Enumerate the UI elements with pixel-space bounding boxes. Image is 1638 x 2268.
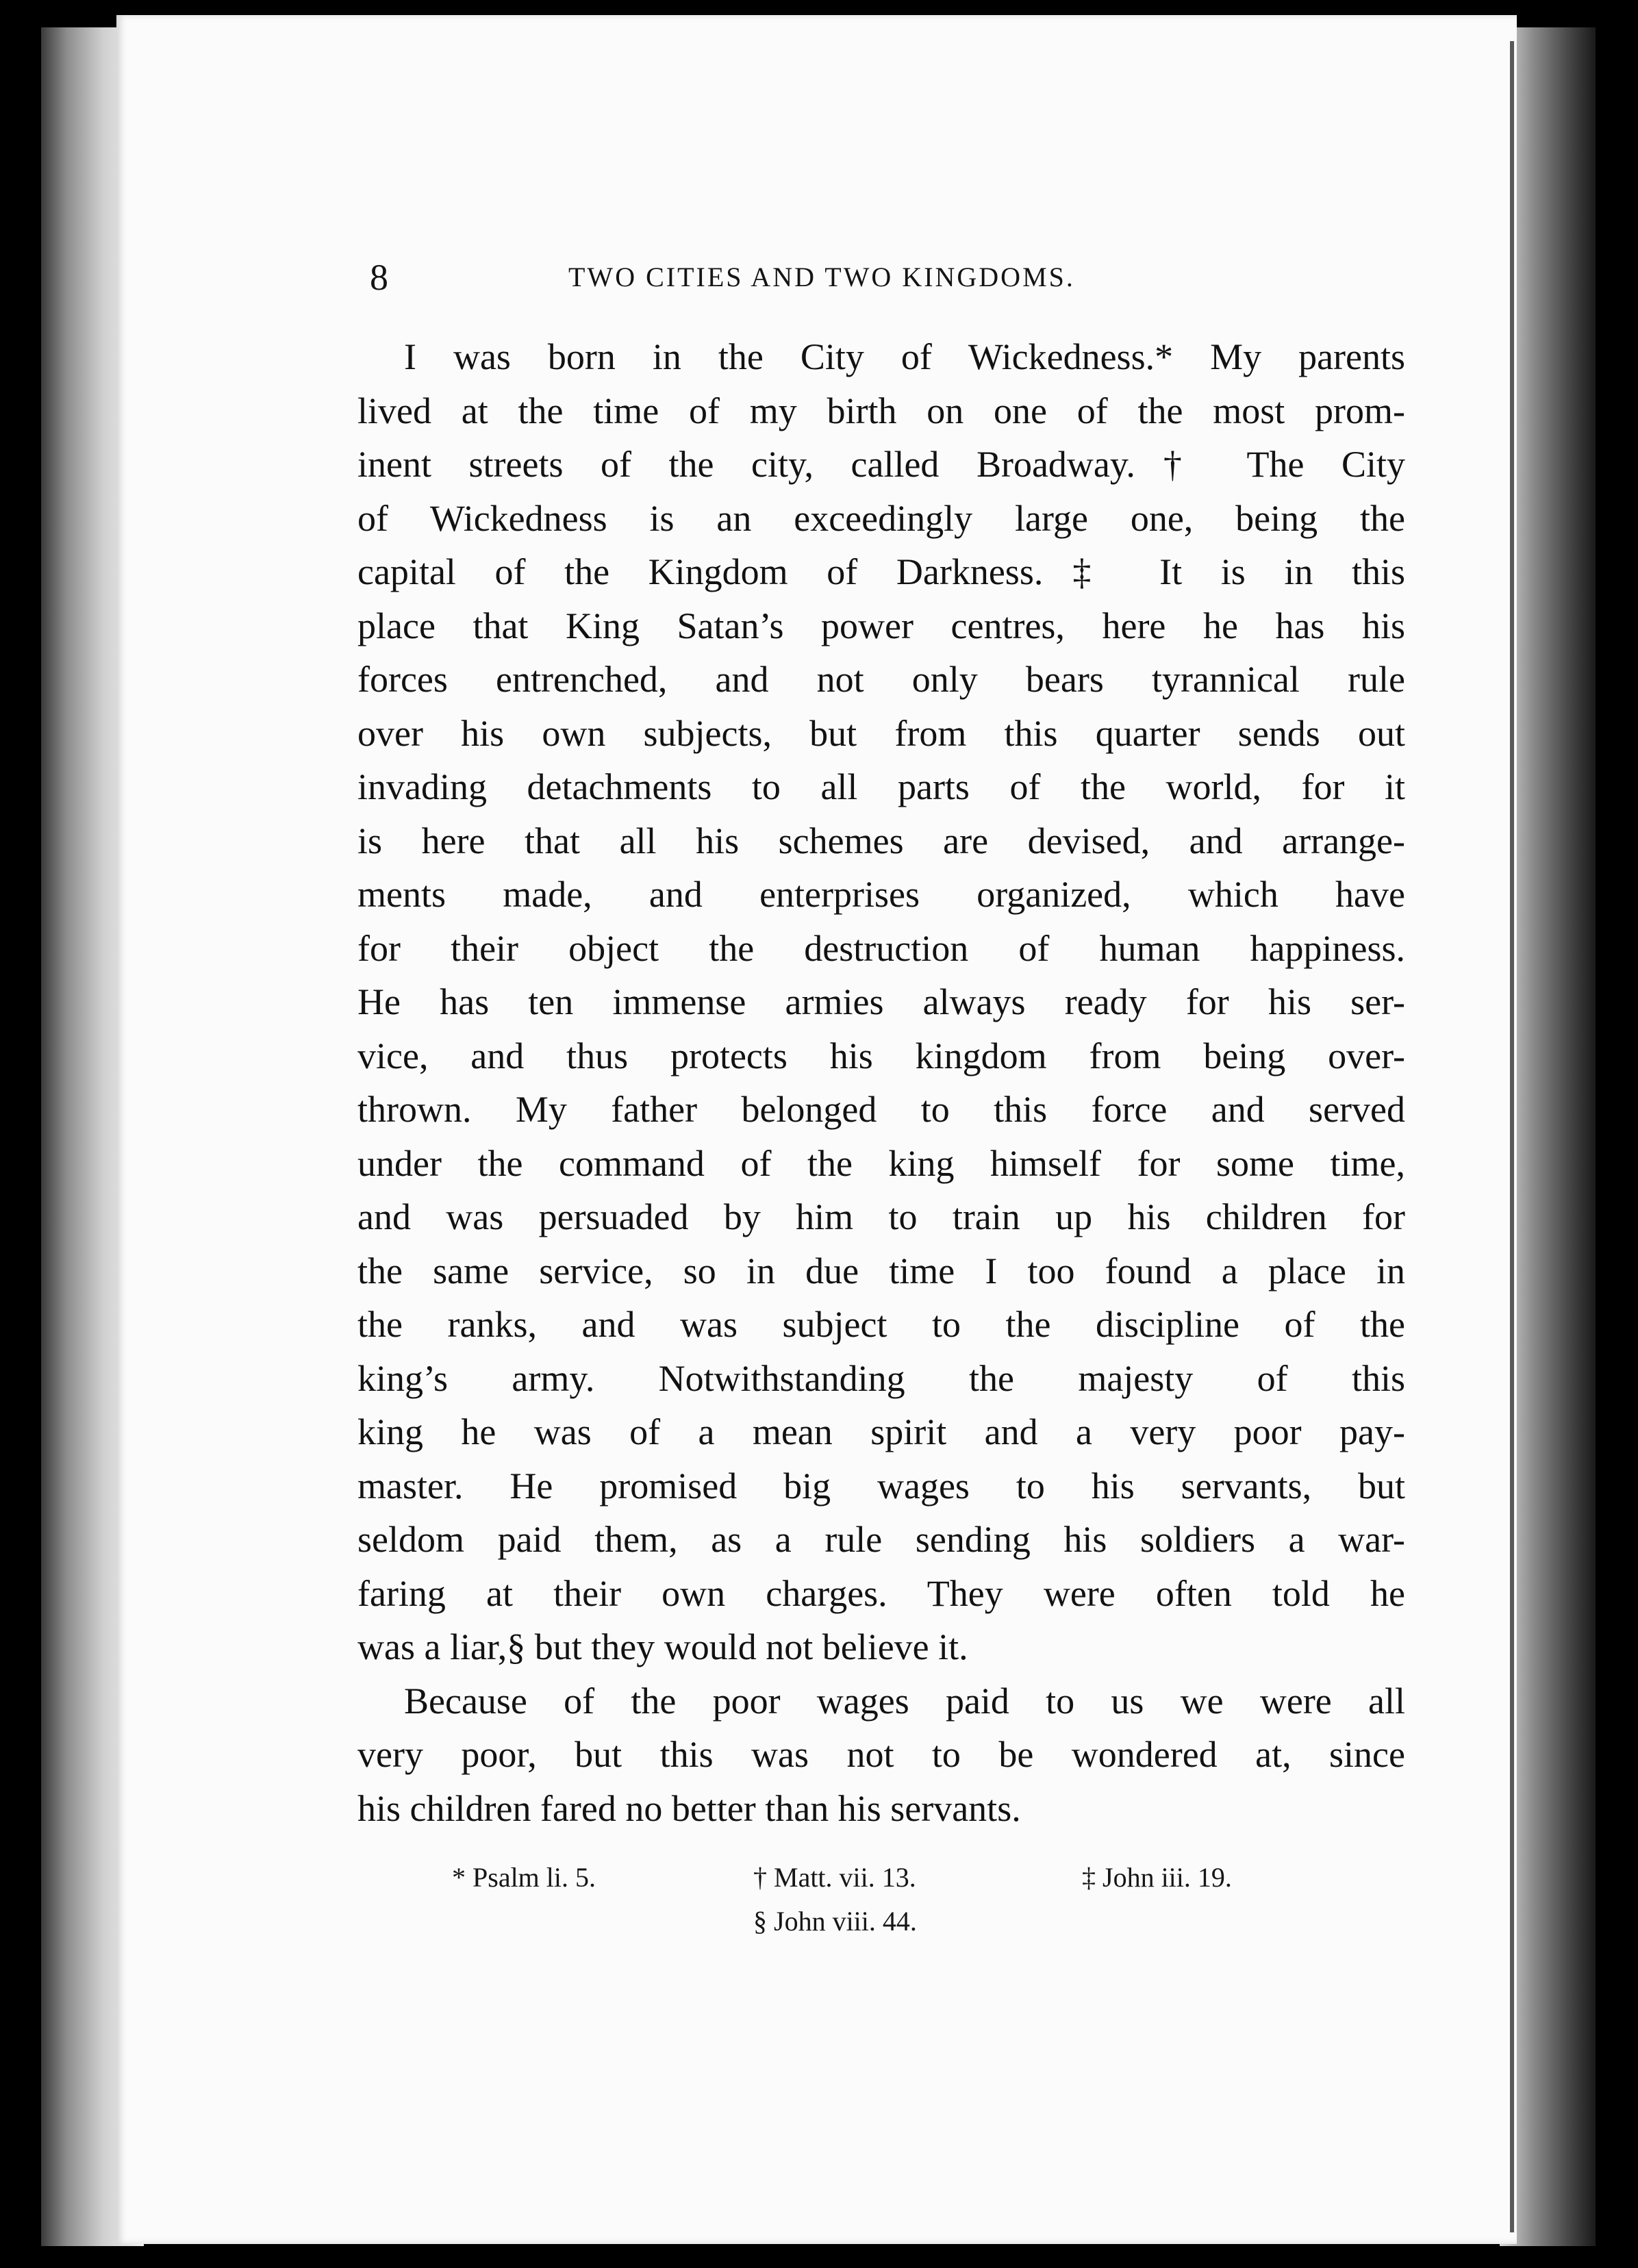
text-line: over his own subjects, but from this quarter sends out — [357, 712, 1405, 754]
text-line: and was persuaded by him to train up his children for — [357, 1196, 1405, 1237]
page-edge-line — [1510, 41, 1514, 2232]
text-line: He has ten immense armies always ready for his ser- — [357, 981, 1405, 1022]
text-line: of Wickedness is an exceedingly large one, being the — [357, 497, 1405, 539]
text-line: thrown. My father belonged to this force and served — [357, 1089, 1405, 1130]
text-line: vice, and thus protects his kingdom from being over- — [357, 1035, 1405, 1076]
paragraph-2 — [357, 1674, 1405, 1836]
text-line: lived at the time of my birth on one of the most prom- — [357, 390, 1405, 431]
text-line: the same service, so in due time I too found a place in — [357, 1250, 1405, 1292]
text-line: invading detachments to all parts of the world, for it — [357, 766, 1405, 807]
text-line: king’s army. Notwithstanding the majesty of this — [357, 1357, 1405, 1399]
text-line: faring at their own charges. They were often told he — [357, 1572, 1405, 1614]
text-line: seldom paid them, as a rule sending his soldiers a war- — [357, 1519, 1405, 1560]
text-line: inent streets of the city, called Broadway.† The City — [357, 444, 1405, 485]
text-line: Because of the poor wages paid to us we were all — [404, 1680, 1405, 1722]
text-line: capital of the Kingdom of Darkness.‡ It is in this — [357, 551, 1405, 592]
text-line: master. He promised big wages to his servants, but — [357, 1465, 1405, 1507]
footnote-john-viii: § John viii. 44. — [753, 1906, 917, 1937]
text-line: I was born in the City of Wickedness.* My parents — [404, 336, 1405, 377]
text-line: very poor, but this was not to be wondered at, since — [357, 1734, 1405, 1775]
running-title: TWO CITIES AND TWO KINGDOMS. — [568, 262, 1075, 292]
page-header — [370, 253, 1205, 301]
text-line: ments made, and enterprises organized, which have — [357, 874, 1405, 915]
footnote-matt: † Matt. vii. 13. — [753, 1862, 916, 1893]
text-line: was a liar,§ but they would not believe it. — [357, 1626, 968, 1667]
footnote-john-iii: ‡ John iii. 19. — [1082, 1862, 1232, 1893]
text-line: place that King Satan’s power centres, here he has his — [357, 605, 1405, 646]
body-text — [357, 330, 1405, 1835]
footnote-psalm: * Psalm li. 5. — [452, 1862, 596, 1893]
text-line: under the command of the king himself for some time, — [357, 1142, 1405, 1184]
text-line: his children fared no better than his servants. — [357, 1787, 1021, 1829]
text-line: is here that all his schemes are devised, and arrange- — [357, 820, 1405, 861]
paragraph-1 — [357, 330, 1405, 1674]
text-line: the ranks, and was subject to the discipline of the — [357, 1304, 1405, 1345]
page-number: 8 — [370, 257, 388, 298]
text-line: king he was of a mean spirit and a very poor pay- — [357, 1411, 1405, 1452]
text-line: forces entrenched, and not only bears tyrannical rule — [357, 659, 1405, 700]
text-line: for their object the destruction of human happiness. — [357, 927, 1405, 969]
